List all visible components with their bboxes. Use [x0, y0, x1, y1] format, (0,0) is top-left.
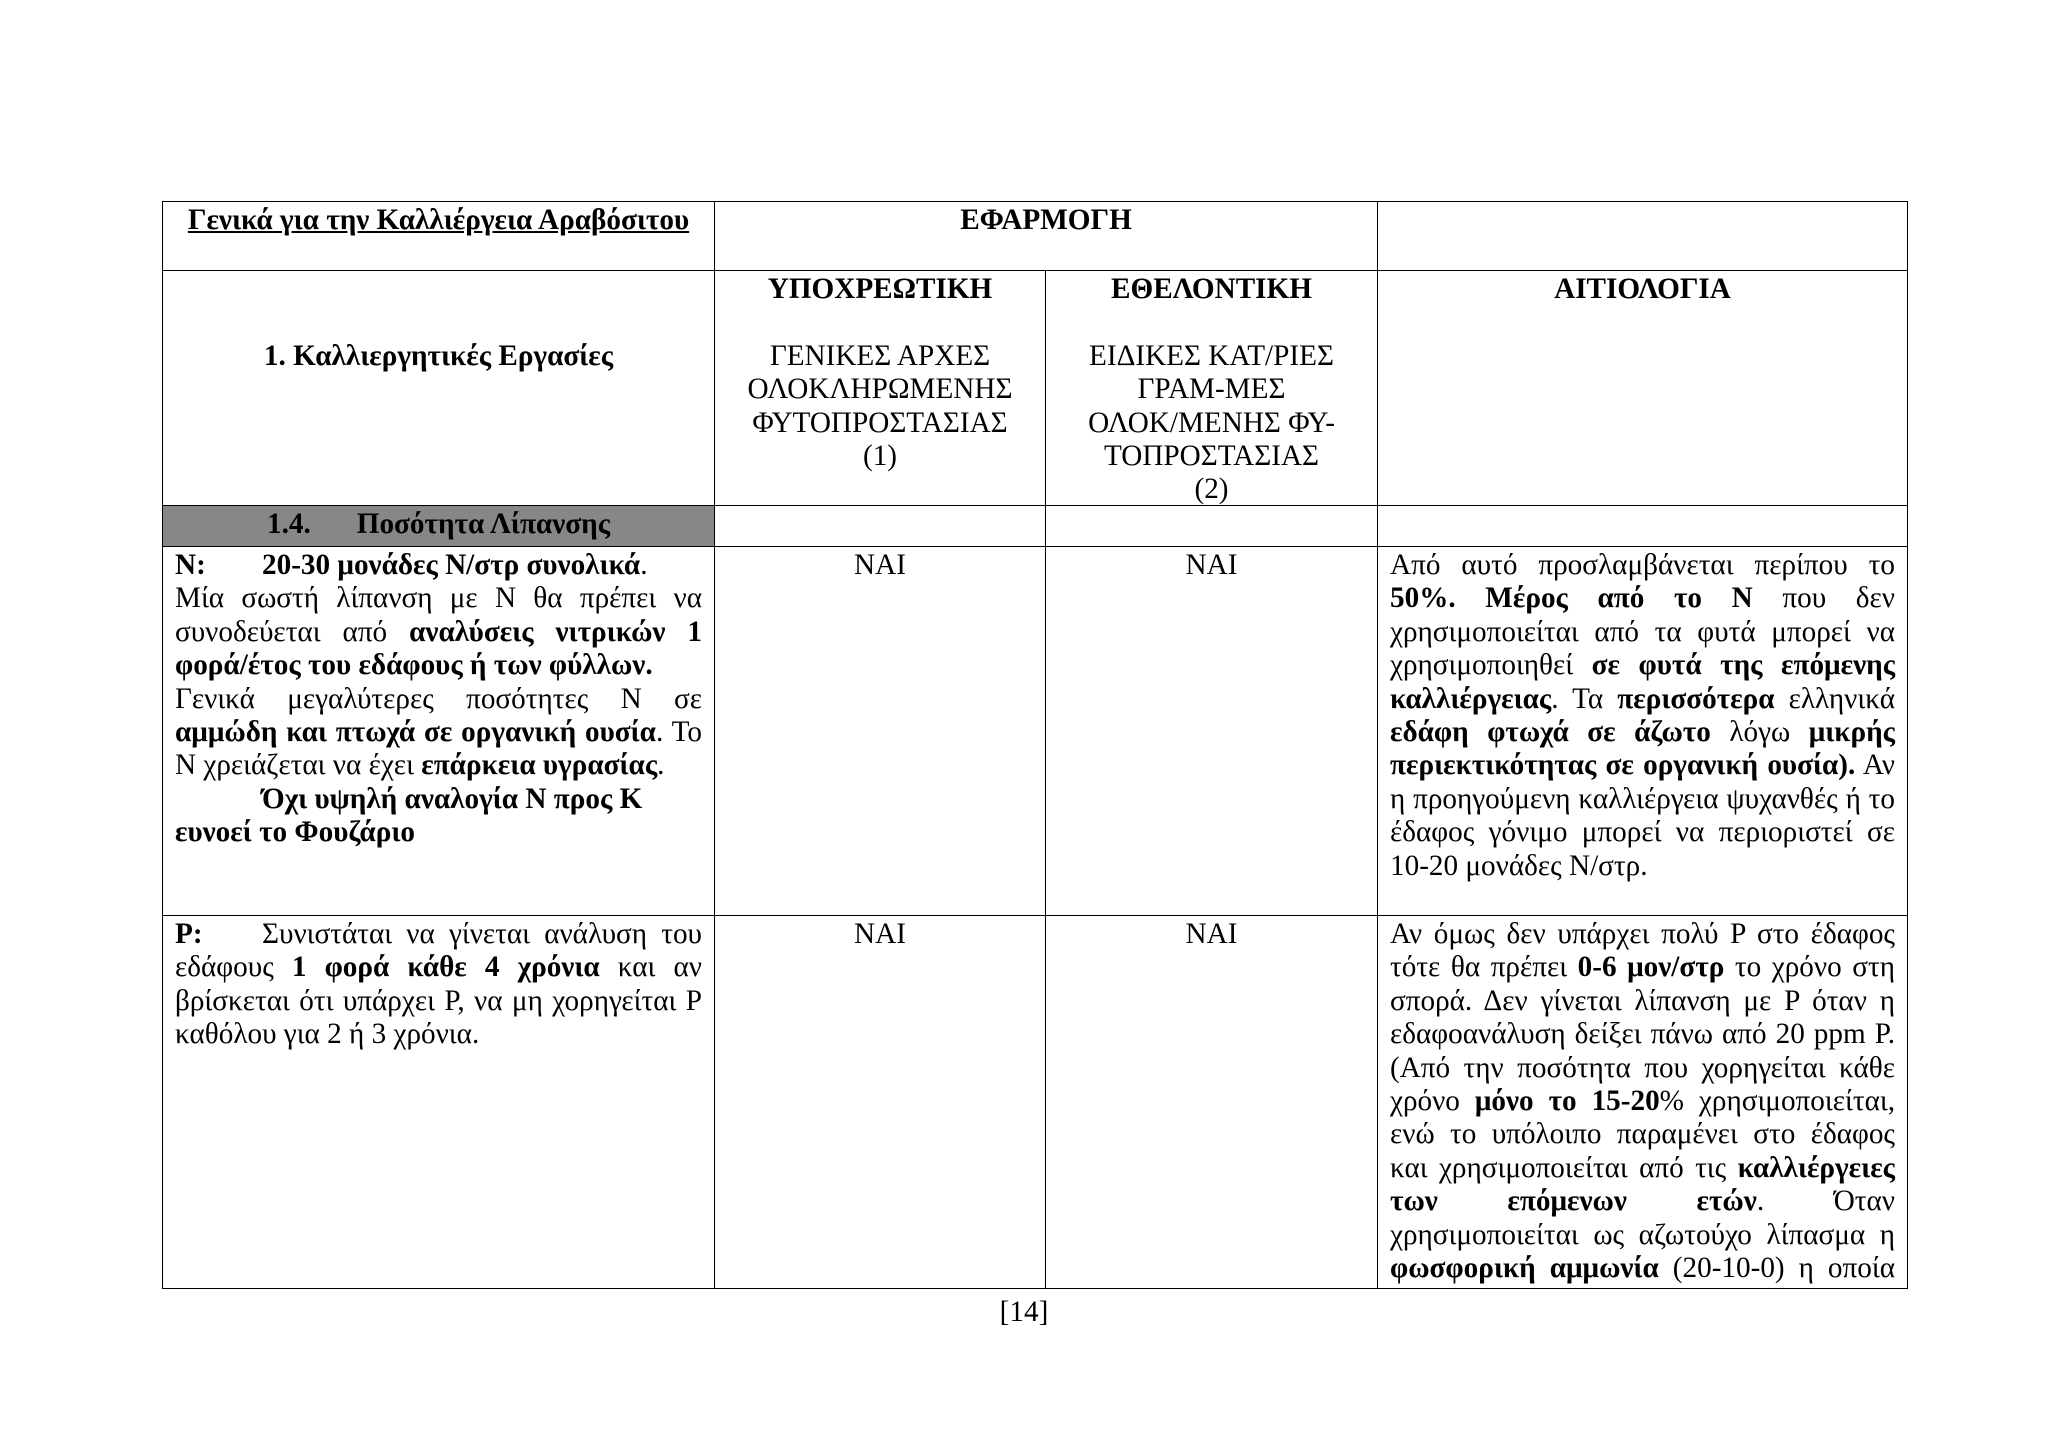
text-run: Γενικά μεγαλύτερες ποσότητες Ν σε [175, 682, 702, 715]
text-run: Αν η προηγούμενη καλλιέργεια ψυχανθές ή το έδαφος γόνιμο μπορεί να περιοριστεί σε 10-20 μονάδες Ν/στρ. [1390, 749, 1895, 882]
bold-text-run: 20-30 μονάδες Ν/στρ συνολικά [262, 549, 641, 581]
bold-text-run: μόνο το 15-20 [1474, 1085, 1660, 1118]
cell-voluntary-header [1046, 271, 1378, 506]
text-run: το χρόνο στη σπορά. Δεν γίνεται λίπανση με P όταν η εδαφοανάλυση δείξει πάνω από 20 ppm P. (Από την ποσότητα που χορηγείται κάθε χρόνο [1390, 951, 1895, 1118]
subsection-number: 1.4. [266, 508, 311, 540]
fertilization-table [162, 201, 1908, 1289]
mandatory-subtitle-line: (1) [862, 440, 898, 473]
cell-nitrogen-justification [1378, 547, 1908, 916]
text-run: . [657, 749, 665, 782]
mandatory-title: ΥΠΟΧΡΕΩΤΙΚΗ [767, 273, 993, 305]
cell-empty [715, 506, 1046, 547]
yes-value: ΝΑΙ [854, 918, 906, 950]
bold-text-run: 50%. Μέρος από το Ν [1390, 582, 1753, 615]
cell-empty [1378, 506, 1908, 547]
text-run: και αν βρίσκεται ότι υπάρχει P, να μη χορηγείται P καθόλου για 2 ή 3 χρόνια. [175, 951, 702, 1051]
page-number: [14] [999, 1296, 1049, 1328]
text-run: . Το Ν χρειάζεται να έχει [175, 716, 702, 782]
table-topic-title: Γενικά για την Καλλιέργεια Αραβόσιτου [187, 204, 690, 236]
voluntary-subtitle-line: ΕΙΔΙΚΕΣ ΚΑΤ/ΡΙΕΣ [1089, 339, 1334, 372]
cell-topic [163, 202, 715, 271]
mandatory-subtitle-line: ΟΛΟΚΛΗΡΩΜΕΝΗΣ [747, 373, 1013, 406]
cell-section [163, 271, 715, 506]
phosphorus-paragraph [175, 918, 702, 1052]
voluntary-subtitle-line: ΓΡΑΜ-ΜΕΣ [1137, 373, 1286, 406]
bold-text-run: σε φυτά της επόμενης καλλιέργειας [1390, 649, 1896, 715]
cell-subsection [163, 506, 715, 547]
application-header: ΕΦΑΡΜΟΓΗ [960, 204, 1132, 236]
nutrient-label: N: [175, 549, 206, 581]
text-run: . Όταν χρησιμοποιείται ως αζωτούχο λίπασμα η [1390, 1185, 1895, 1251]
justification-title: ΑΙΤΙΟΛΟΓΙΑ [1554, 273, 1731, 305]
cell-phosphorus-voluntary [1046, 916, 1378, 1289]
voluntary-title: ΕΘΕΛΟΝΤΙΚΗ [1111, 273, 1312, 305]
nitrogen-lead-line [175, 549, 702, 582]
text-run: Αν όμως δεν υπάρχει πολύ P στο έδαφος τότε θα πρέπει [1390, 918, 1895, 984]
bold-text-run: αναλύσεις νιτρικών 1 φορά/έτος του εδάφους ή των φύλλων. [175, 615, 702, 682]
text-run: Μία σωστή λίπανση με Ν θα πρέπει να συνοδεύεται από [175, 582, 702, 648]
phosphorus-justification-text [1390, 918, 1895, 1285]
voluntary-subtitle-line: ΤΟΠΡΟΣΤΑΣΙΑΣ [1103, 440, 1320, 473]
bold-text-run: μικρής περιεκτικότητας σε οργανική ουσία). [1390, 716, 1895, 782]
bold-text-run: καλλιέργειες των επόμενων ετών [1390, 1151, 1895, 1218]
section-title: 1. Καλλιεργητικές Εργασίες [263, 339, 614, 372]
text-run: (20-10-0) η οποία [1658, 1252, 1895, 1285]
yes-value: ΝΑΙ [1185, 549, 1238, 581]
bold-text-run: 0-6 μον/στρ [1577, 951, 1725, 984]
cell-phosphorus-justification [1378, 916, 1908, 1289]
bold-text-run: περισσότερα [1617, 682, 1775, 715]
cell-phosphorus-mandatory [715, 916, 1046, 1289]
bold-text-run: εδάφη φτωχά σε άζωτο [1390, 716, 1711, 749]
cell-empty [1378, 202, 1908, 271]
cell-application [715, 202, 1378, 271]
cell-empty [1046, 506, 1378, 547]
nitrogen-dose [262, 549, 648, 581]
nitrogen-paragraph [175, 582, 702, 682]
mandatory-subtitle-line: ΓΕΝΙΚΕΣ ΑΡΧΕΣ [769, 339, 991, 372]
text-run: Από αυτό προσλαμβάνεται περίπου το [1390, 549, 1895, 581]
text-run: Συνιστάται να γίνεται ανάλυση του εδάφους [175, 918, 702, 984]
text-run: ελληνικά [1774, 682, 1895, 715]
text-run: που δεν χρησιμοποιείται από τα φυτά μπορεί να χρησιμοποιηθεί [1390, 582, 1895, 682]
bold-text-run: αμμώδη και πτωχά σε οργανική ουσία [175, 716, 656, 749]
nitrogen-note: Όχι υψηλή αναλογία Ν προς Κ ευνοεί το Φουζάριο [175, 782, 643, 849]
voluntary-subtitle-line: ΟΛΟΚ/ΜΕΝΗΣ ΦΥ- [1088, 406, 1335, 439]
cell-nitrogen-voluntary [1046, 547, 1378, 916]
voluntary-subtitle-line: (2) [1194, 473, 1229, 506]
cell-phosphorus-description [163, 916, 715, 1289]
text-run: . [640, 549, 648, 581]
bold-text-run: φωσφορική αμμωνία [1390, 1252, 1659, 1285]
cell-justification-header [1378, 271, 1908, 506]
cell-nitrogen-description [163, 547, 715, 916]
yes-value: ΝΑΙ [1185, 918, 1238, 950]
mandatory-subtitle-line: ΦΥΤΟΠΡΟΣΤΑΣΙΑΣ [752, 406, 1008, 439]
nitrogen-paragraph [175, 683, 702, 783]
text-run: . Τα [1551, 682, 1618, 715]
nutrient-label: P: [175, 918, 203, 950]
subsection-title: Ποσότητα Λίπανσης [356, 508, 611, 540]
bold-text-run: επάρκεια υγρασίας [421, 749, 658, 782]
cell-nitrogen-mandatory [715, 547, 1046, 916]
nitrogen-justification-text [1390, 549, 1895, 883]
text-run: λόγω [1710, 716, 1809, 749]
cell-mandatory-header [715, 271, 1046, 506]
yes-value: ΝΑΙ [854, 549, 906, 581]
text-run: % χρησιμοποιείται, ενώ το υπόλοιπο παραμένει στο έδαφος και χρησιμοποιείται από τις [1390, 1085, 1896, 1184]
bold-text-run: 1 φορά κάθε 4 χρόνια [291, 951, 600, 984]
